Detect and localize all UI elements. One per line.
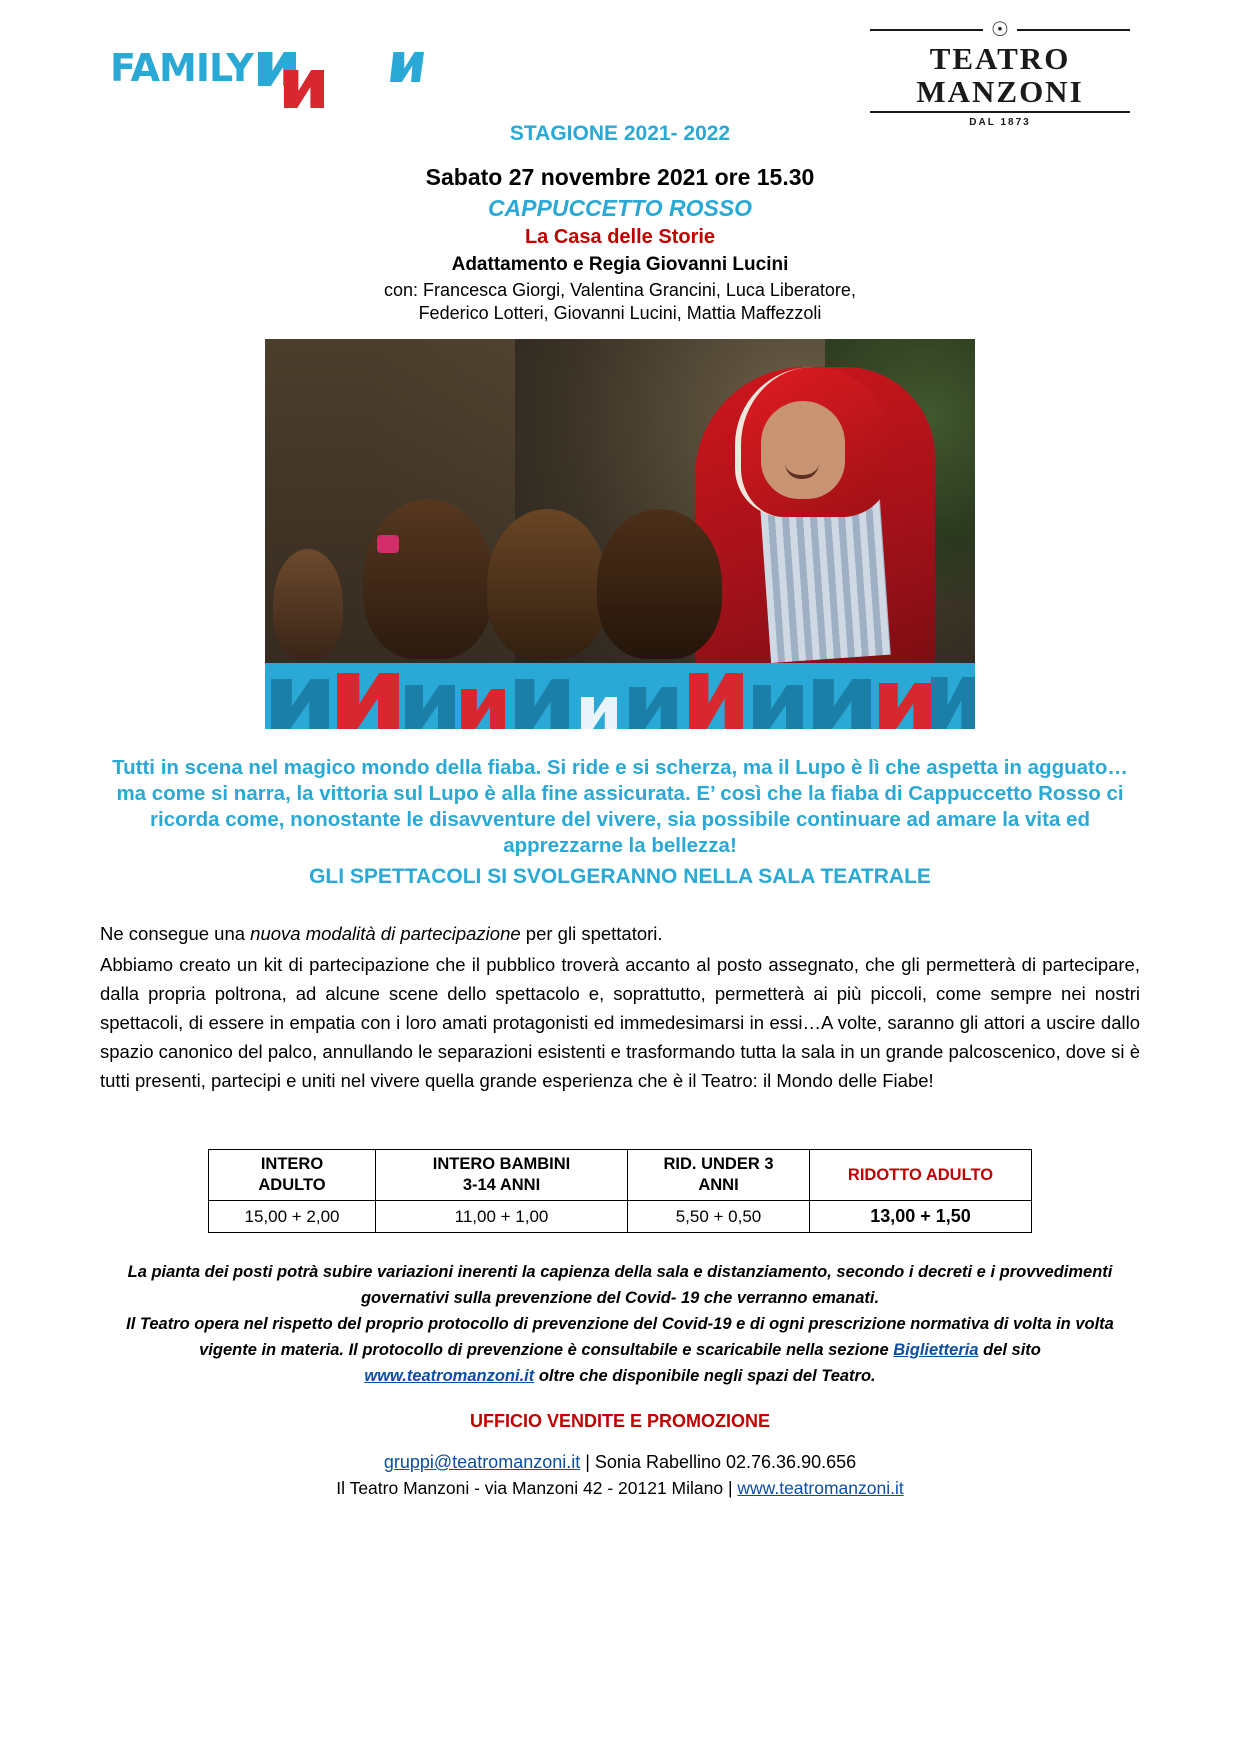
price-header-intero-bambini bbox=[376, 1150, 628, 1201]
strip-mark-5 bbox=[515, 679, 569, 729]
photo-actress-face bbox=[761, 401, 845, 499]
strip-mark-10 bbox=[813, 679, 871, 729]
price-header-intero-bambini-line2: 3-14 ANNI bbox=[462, 1176, 541, 1194]
photo-child-4 bbox=[597, 509, 722, 659]
venue-note: GLI SPETTACOLI SI SVOLGERANNO NELLA SALA TEATRALE bbox=[309, 865, 931, 888]
sales-contact bbox=[100, 1448, 1140, 1476]
strip-mark-3 bbox=[405, 685, 455, 729]
price-value-intero-bambini: 11,00 + 1,00 bbox=[376, 1201, 628, 1233]
body-copy bbox=[100, 919, 1140, 1095]
company-name: La Casa delle Storie bbox=[524, 226, 716, 248]
sales-office-title: UFFICIO VENDITE E PROMOZIONE bbox=[469, 1411, 770, 1431]
photo-child-3 bbox=[487, 509, 607, 659]
address-text: Il Teatro Manzoni - via Manzoni 42 - 20121 Milano | bbox=[336, 1478, 738, 1498]
price-header-under3-line1: RID. UNDER 3 bbox=[663, 1155, 774, 1173]
strip-mark-2 bbox=[337, 673, 399, 729]
logo-since: DAL 1873 bbox=[969, 117, 1031, 128]
website-link-footer[interactable]: www.teatromanzoni.it bbox=[737, 1478, 904, 1498]
price-table bbox=[208, 1149, 1032, 1233]
strip-mark-6 bbox=[581, 697, 617, 729]
family-logo: FAMILY bbox=[110, 46, 253, 90]
note-seating: La pianta dei posti potrà subire variazioni inerenti la capienza della sala e distanziamento, secondo i decreti e i provvedimenti governativi sulla prevenzione del Covid- 19 che verranno emanati. bbox=[127, 1263, 1113, 1307]
strip-mark-9 bbox=[753, 685, 803, 729]
show-description: Tutti in scena nel magico mondo della fiaba. Si ride e si scherza, ma il Lupo è lì che aspetta in agguato… ma come si narra, la vittoria sul Lupo è alla fine assicurata. E’ così che la fiaba di Cappuccetto Rosso ci ricorda come, nonostante le disavventure del vivere, sia possibile continuare ad amare la vita ed apprezzarne la bellezza! bbox=[112, 756, 1128, 857]
photo-child-1 bbox=[273, 549, 343, 659]
note-covid bbox=[115, 1311, 1125, 1389]
biglietteria-link[interactable]: Biglietteria bbox=[893, 1341, 979, 1359]
price-header-intero-bambini-line1: INTERO BAMBINI bbox=[432, 1155, 571, 1173]
production-photo bbox=[265, 339, 975, 729]
strip-mark-1 bbox=[271, 679, 329, 729]
note-covid-part-c: oltre che disponibile negli spazi del Teatro. bbox=[534, 1367, 876, 1385]
legal-notes bbox=[115, 1259, 1125, 1389]
strip-mark-7 bbox=[629, 687, 677, 729]
price-header-intero-adulto-line2: ADULTO bbox=[258, 1176, 326, 1194]
body-p1-part-a: Ne consegue una bbox=[100, 923, 251, 944]
strip-mark-11 bbox=[879, 683, 931, 729]
sales-contact-phone: | Sonia Rabellino 02.76.36.90.656 bbox=[580, 1452, 857, 1472]
logo-top-rule bbox=[870, 20, 1130, 40]
body-p1-emphasis: nuova modalità di partecipazione bbox=[250, 923, 521, 944]
direction-credit: Adattamento e Regia Giovanni Lucini bbox=[451, 254, 789, 275]
logo-bottom-rule bbox=[870, 111, 1130, 113]
logo-name-line2: MANZONI bbox=[916, 74, 1084, 109]
strip-mark-4 bbox=[461, 689, 505, 729]
price-header-ridotto-adulto: RIDOTTO ADULTO bbox=[810, 1150, 1032, 1201]
note-covid-part-b: del sito bbox=[978, 1341, 1041, 1359]
price-value-ridotto-adulto: 13,00 + 1,50 bbox=[810, 1201, 1032, 1233]
photo-bottom-strip bbox=[265, 663, 975, 729]
logo-rule-left bbox=[870, 29, 983, 31]
theatre-address bbox=[100, 1478, 1140, 1539]
price-value-under3: 5,50 + 0,50 bbox=[628, 1201, 810, 1233]
show-date: Sabato 27 novembre 2021 ore 15.30 bbox=[425, 164, 815, 190]
poster-header bbox=[100, 0, 1140, 128]
logo-name-line1: TEATRO bbox=[929, 41, 1071, 76]
crest-icon: ☉ bbox=[991, 19, 1009, 41]
website-link-notes[interactable]: www.teatromanzoni.it bbox=[364, 1367, 535, 1385]
body-paragraph-2: Abbiamo creato un kit di partecipazione che il pubblico troverà accanto al posto assegnato, che gli permetterà di partecipare, dalla propria poltrona, ad alcune scene dello spettacolo e, soprattutto, permetterà ai più piccoli, come sempre nei nostri spettacoli, di essere in empatia con i loro amati protagonisti ed immedesimarsi in essi…A volte, saranno gli attori a uscire dallo spazio canonico del palco, annullando le separazioni esistenti e trasformando tutta la sala in un grande palcoscenico, dove si è tutti presenti, partecipi e uniti nel vivere quella grande esperienza che è il Teatro: il Mondo delle Fiabe! bbox=[100, 954, 1140, 1091]
price-header-intero-adulto-line1: INTERO bbox=[260, 1155, 324, 1173]
teatro-manzoni-logo bbox=[870, 20, 1130, 128]
m-mark-small-icon bbox=[390, 52, 424, 82]
note-covid-part-a: Il Teatro opera nel rispetto del proprio protocollo di prevenzione del Covid-19 e di ogni prescrizione normativa di volta in volta vigente in materia. Il protocollo di prevenzione è consultabile e scaricabile nella sezione bbox=[126, 1315, 1114, 1359]
price-header-under3 bbox=[628, 1150, 810, 1201]
photo-hair-clip bbox=[377, 535, 399, 553]
logo-rule-right bbox=[1017, 29, 1130, 31]
strip-mark-12 bbox=[931, 677, 975, 729]
strip-mark-8 bbox=[689, 673, 743, 729]
show-title: CAPPUCCETTO ROSSO bbox=[487, 195, 753, 221]
price-table-header-row bbox=[209, 1150, 1032, 1201]
price-header-intero-adulto bbox=[209, 1150, 376, 1201]
cast-credit: con: Francesca Giorgi, Valentina Grancini, Luca Liberatore, Federico Lotteri, Giovanni Lucini, Mattia Maffezzoli bbox=[384, 280, 856, 323]
sales-email-link[interactable]: gruppi@teatromanzoni.it bbox=[383, 1452, 581, 1472]
m-mark-red-icon bbox=[284, 70, 324, 108]
body-p1-part-b: per gli spettatori. bbox=[520, 923, 663, 944]
photo-child-2 bbox=[363, 499, 493, 659]
manzoni-m-marks bbox=[258, 52, 338, 106]
price-value-intero-adulto: 15,00 + 2,00 bbox=[209, 1201, 376, 1233]
body-paragraph-1 bbox=[100, 919, 1140, 948]
price-table-row bbox=[209, 1201, 1032, 1233]
season-label: STAGIONE 2021- 2022 bbox=[509, 122, 731, 145]
price-header-under3-line2: ANNI bbox=[698, 1176, 739, 1194]
